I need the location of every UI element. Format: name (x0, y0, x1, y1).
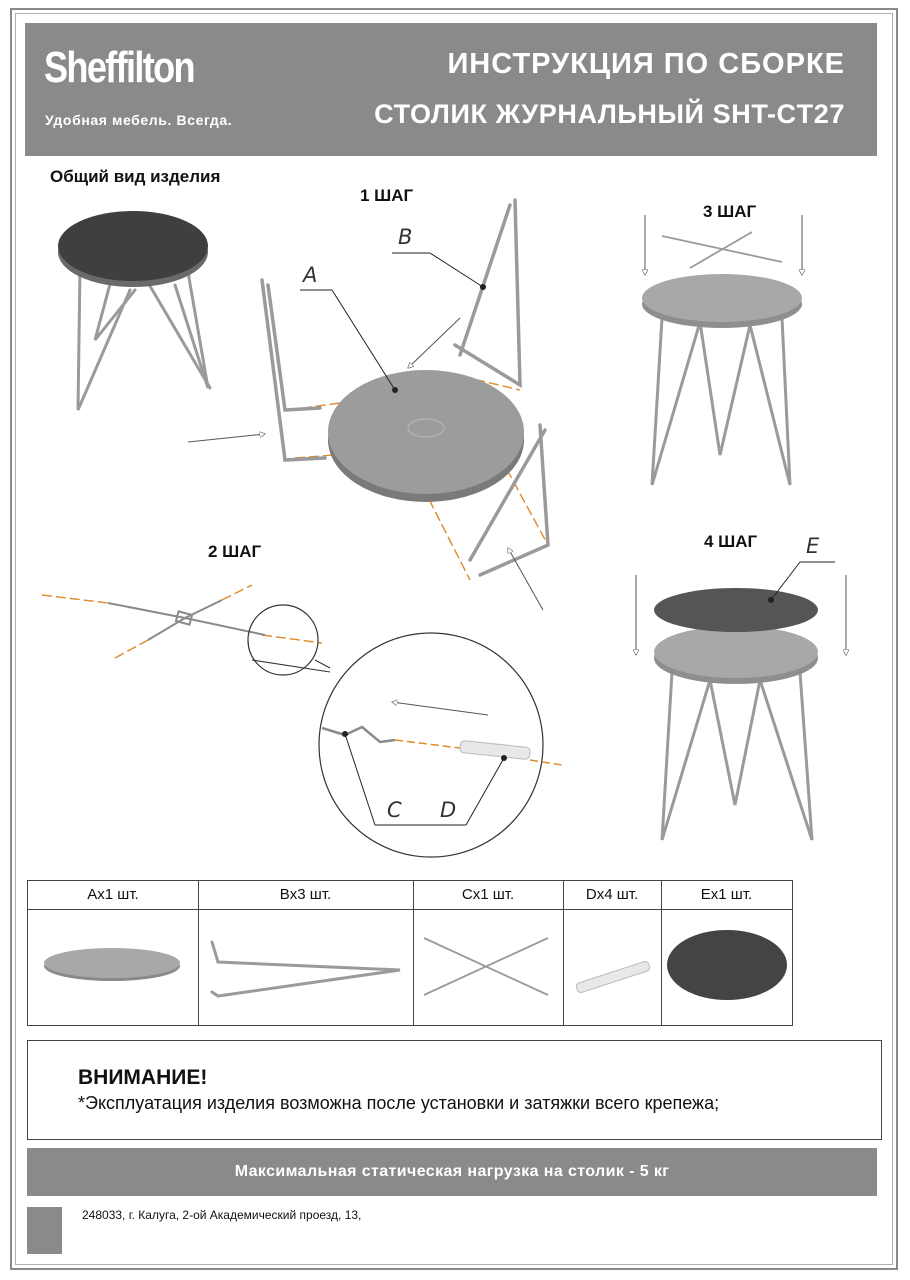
step2-illustration (42, 585, 562, 857)
step3-heading: 3 ШАГ (703, 202, 757, 221)
step4-heading: 4 ШАГ (704, 532, 758, 551)
warning-title: ВНИМАНИЕ! (78, 1066, 208, 1089)
max-load-notice: Максимальная статическая нагрузка на столик - 5 кг (27, 1148, 877, 1196)
product-title: СТОЛИК ЖУРНАЛЬНЫЙ SHT-CT27 (374, 99, 845, 129)
brand-logo: Sheffilton (44, 43, 194, 92)
brand-tagline: Удобная мебель. Всегда. (45, 112, 233, 128)
parts-table-header-e: Ex1 шт. (661, 881, 792, 910)
step4-illustration (636, 562, 846, 840)
part-a-label: A (303, 263, 318, 287)
overview-table-illustration (58, 211, 210, 410)
part-e-label: E (806, 534, 820, 558)
part-c-label: C (387, 798, 402, 822)
table-divider (198, 881, 199, 1025)
parts-table-header-a: Ax1 шт. (28, 881, 198, 910)
part-b-label: B (398, 225, 413, 249)
part-d-label: D (440, 798, 457, 822)
step1-heading: 1 ШАГ (360, 186, 414, 205)
footer-square (27, 1207, 62, 1254)
step1-illustration (188, 200, 548, 610)
table-divider (563, 881, 564, 1025)
table-divider (413, 881, 414, 1025)
parts-table-header-d: Dx4 шт. (563, 881, 661, 910)
warning-text: *Эксплуатация изделия возможна после установки и затяжки всего крепежа; (78, 1093, 720, 1113)
document-title: ИНСТРУКЦИЯ ПО СБОРКЕ (447, 48, 845, 80)
warning-box (27, 1040, 882, 1140)
company-address: 248033, г. Калуга, 2-ой Академический проезд, 13, (82, 1208, 362, 1222)
table-divider (661, 881, 662, 1025)
step2-heading: 2 ШАГ (208, 542, 262, 561)
parts-table-header-b: Bx3 шт. (198, 881, 413, 910)
parts-table-header-c: Cx1 шт. (413, 881, 563, 910)
parts-table (27, 880, 793, 1026)
overview-heading: Общий вид изделия (50, 167, 221, 186)
step3-illustration (642, 215, 802, 485)
